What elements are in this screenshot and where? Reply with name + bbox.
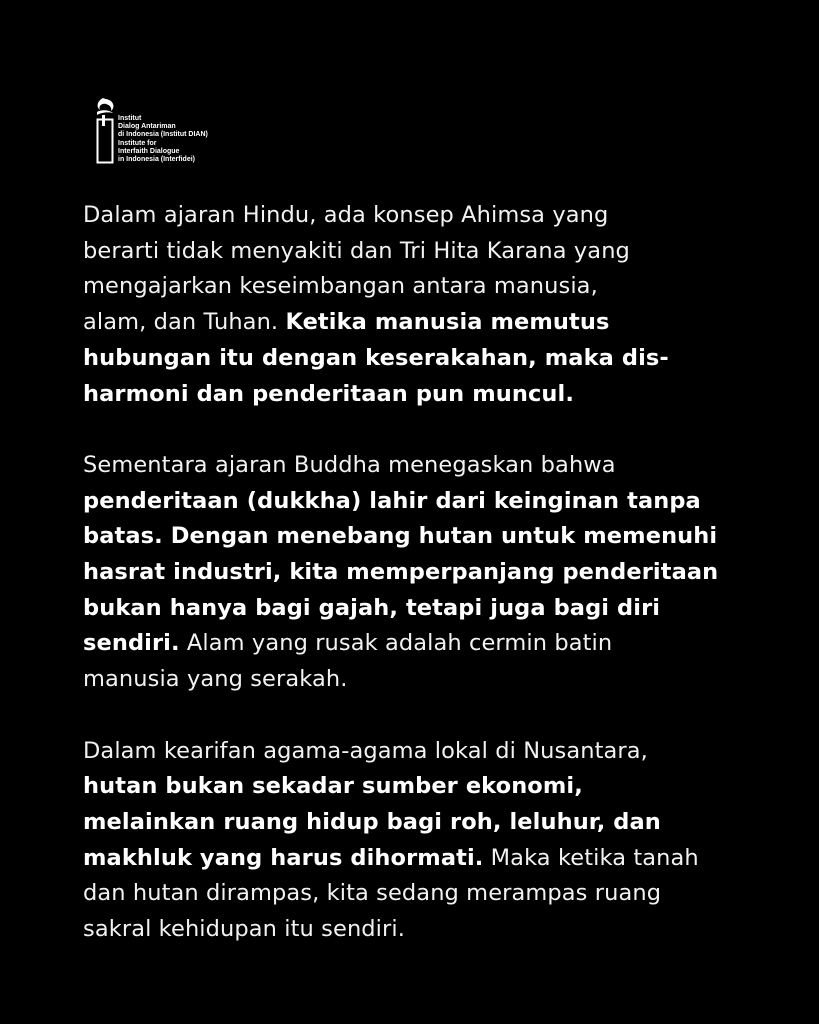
text-line: [83, 805, 763, 841]
bold-text-segment: melainkan ruang hidup bagi roh, leluhur, dan: [83, 808, 661, 835]
text-segment: berarti tidak menyakiti dan Tri Hita Karana yang: [83, 237, 630, 264]
text-line: [83, 341, 763, 377]
text-line: [83, 269, 763, 305]
text-line: [83, 198, 763, 234]
logo-text-line: Dialog Antariman: [118, 123, 176, 131]
paragraph: [83, 448, 763, 698]
text-segment: Sementara ajaran Buddha menegaskan bahwa: [83, 451, 616, 478]
text-line: [83, 555, 763, 591]
logo-text-line: Interfaith Dialogue: [118, 147, 180, 155]
text-segment: alam, dan Tuhan.: [83, 309, 286, 336]
bold-text-segment: hubungan itu dengan keserakahan, maka dis-: [83, 344, 669, 371]
bold-text-segment: batas. Dengan menebang hutan untuk memenuhi: [83, 523, 718, 550]
text-segment: manusia yang serakah.: [83, 666, 348, 693]
paragraph: [83, 198, 763, 412]
text-line: [83, 519, 763, 555]
logo-text-line: in Indonesia (Interfidei): [118, 156, 196, 164]
bold-text-segment: hutan bukan sekadar sumber ekonomi,: [83, 773, 583, 800]
text-line: [83, 591, 763, 627]
text-line: [83, 876, 763, 912]
bold-text-segment: hasrat industri, kita memperpanjang penderitaan: [83, 559, 719, 586]
text-segment: Maka ketika tanah: [483, 844, 699, 871]
text-segment: Dalam kearifan agama-agama lokal di Nusantara,: [83, 737, 648, 764]
bold-text-segment: Ketika manusia memutus: [285, 309, 610, 336]
text-line: [83, 734, 763, 770]
bold-text-segment: sendiri.: [83, 630, 180, 657]
logo-text-line: di Indonesia (Institut DIAN): [118, 131, 208, 139]
text-segment: sakral kehidupan itu sendiri.: [83, 916, 405, 943]
text-line: [83, 234, 763, 270]
text-line: [83, 662, 763, 698]
institute-logo-icon: [94, 96, 116, 166]
bold-text-segment: bukan hanya bagi gajah, tetapi juga bagi diri: [83, 594, 661, 621]
text-line: [83, 305, 763, 341]
bold-text-segment: makhluk yang harus dihormati.: [83, 844, 484, 871]
text-line: [83, 448, 763, 484]
institute-logo: [94, 96, 208, 166]
text-line: [83, 841, 763, 877]
text-segment: Dalam ajaran Hindu, ada konsep Ahimsa yang: [83, 202, 609, 228]
logo-text-line: Institut: [118, 115, 142, 122]
text-line: [83, 484, 763, 520]
text-line: [83, 377, 763, 413]
paragraph: [83, 734, 763, 948]
text-segment: mengajarkan keseimbangan antara manusia,: [83, 273, 598, 300]
institute-name: [118, 115, 208, 164]
bold-text-segment: penderitaan (dukkha) lahir dari keinginan tanpa: [83, 487, 701, 514]
article-body: [83, 198, 763, 983]
text-line: [83, 912, 763, 948]
logo-text-line: Institute for: [118, 139, 157, 147]
text-line: [83, 626, 763, 662]
bold-text-segment: harmoni dan penderitaan pun muncul.: [83, 380, 575, 407]
text-segment: dan hutan dirampas, kita sedang merampas ruang: [83, 880, 662, 907]
text-line: [83, 769, 763, 805]
text-segment: Alam yang rusak adalah cermin batin: [179, 630, 613, 657]
